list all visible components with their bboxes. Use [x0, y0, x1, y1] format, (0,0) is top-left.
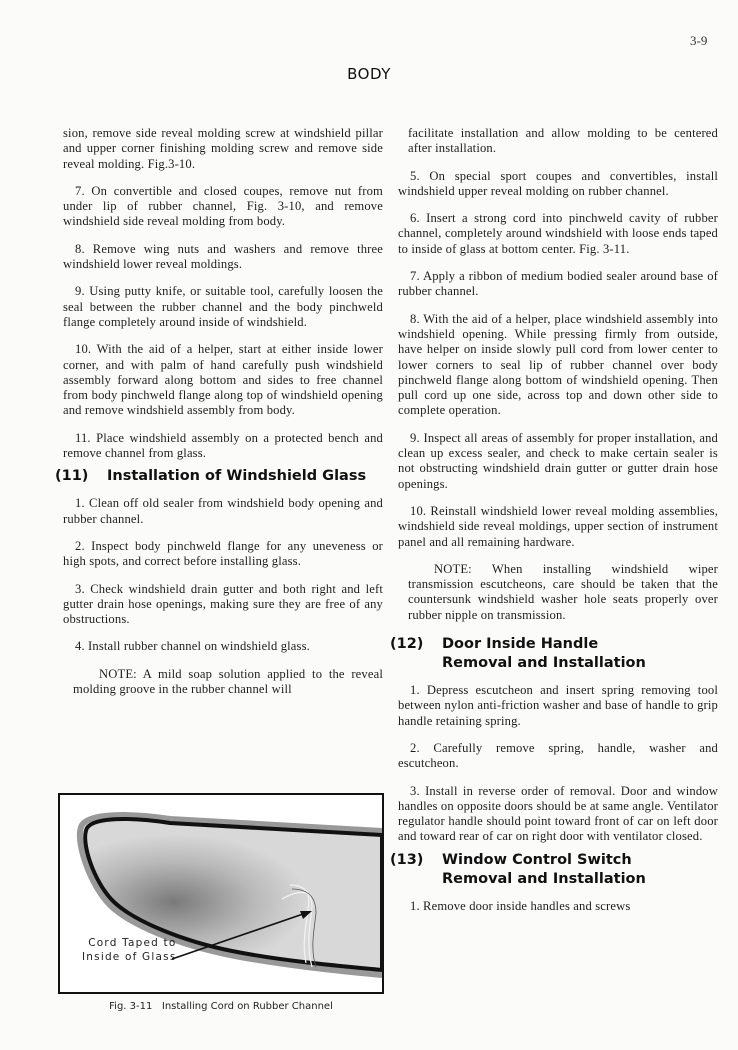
note: NOTE: When installing windshield wiper transmission escutcheons, care should be taken that the countersunk windshield washer hole seats properly over rubber nipple on transmission. [408, 561, 718, 622]
step: 3. Check windshield drain gutter and both right and left gutter drain hose openings, making sure they are free of any obstructions. [63, 581, 383, 627]
paragraph: 8. Remove wing nuts and washers and remove three windshield lower reveal moldings. [63, 241, 383, 272]
step: 9. Inspect all areas of assembly for proper installation, and clean up excess sealer, and check to make certain sealer is not obstructing windshield drain gutter or gutter drain hose openings. [398, 430, 718, 491]
page-number: 3-9 [690, 33, 708, 48]
callout-line: Cord Taped to [88, 937, 177, 949]
paragraph: 7. On convertible and closed coupes, remove nut from under lip of rubber channel, Fig. 3-10, and remove windshield side reveal molding from body. [63, 183, 383, 229]
paragraph: 10. With the aid of a helper, start at either inside lower corner, and with palm of hand carefully push windshield assembly forward along bottom and sides to free channel from body pinchweld flange along top of windshield opening and remove windshield assembly from body. [63, 342, 383, 418]
section-title [442, 851, 718, 889]
section-title-line: Removal and Installation [442, 655, 646, 672]
step: 5. On special sport coupes and convertibles, install windshield upper reveal molding on rubber channel. [398, 168, 718, 198]
section-title-line: Removal and Installation [442, 870, 646, 887]
section-number: (13) [390, 851, 424, 868]
paragraph: sion, remove side reveal molding screw at windshield pillar and upper corner finishing molding screw and remove side reveal molding. Fig.3-10. [63, 126, 383, 171]
section-title: Installation of Windshield Glass [107, 468, 367, 485]
step: 6. Insert a strong cord into pinchweld cavity of rubber channel, completely around windshield with loose ends taped to inside of glass at bottom center. Fig. 3-11. [398, 211, 718, 256]
figure-caption: Fig. 3-11 Installing Cord on Rubber Channel [109, 1001, 333, 1012]
right-column [390, 126, 718, 926]
paragraph: 9. Using putty knife, or suitable tool, carefully loosen the seal between the rubber channel and the body pinchweld flange completely around inside of windshield. [63, 284, 383, 329]
section-number: (11) [55, 468, 89, 485]
section-heading-12 [390, 635, 718, 673]
step: 1. Clean off old sealer from windshield body opening and rubber channel. [63, 496, 383, 526]
section-title [442, 635, 718, 673]
step: 7. Apply a ribbon of medium bodied sealer around base of rubber channel. [398, 269, 718, 299]
step: 1. Remove door inside handles and screws [410, 898, 631, 913]
paragraph: 11. Place windshield assembly on a protected bench and remove channel from glass. [63, 430, 383, 461]
figure-callout [82, 936, 177, 964]
step: 10. Reinstall windshield lower reveal molding assemblies, windshield side reveal moldings, upper section of instrument panel and all remaining hardware. [398, 503, 718, 549]
note: NOTE: A mild soap solution applied to the reveal molding groove in the rubber channel will [73, 666, 383, 697]
running-head: BODY [347, 65, 391, 83]
step: 2. Inspect body pinchweld flange for any uneveness or high spots, and correct before installing glass. [63, 538, 383, 569]
section-title-line: Window Control Switch [442, 851, 632, 868]
left-column [55, 126, 383, 709]
figure-3-11 [58, 793, 384, 994]
section-number: (12) [390, 636, 424, 653]
step: 1. Depress escutcheon and insert spring removing tool between nylon anti-friction washer and base of handle to grip handle retaining spring. [398, 683, 718, 728]
callout-line: Inside of Glass [82, 951, 177, 963]
step: 4. Install rubber channel on windshield glass. [75, 639, 310, 654]
step: 2. Carefully remove spring, handle, washer and escutcheon. [398, 740, 718, 771]
paragraph: facilitate installation and allow molding to be centered after installation. [408, 126, 718, 156]
step: 8. With the aid of a helper, place windshield assembly into windshield opening. While pressing firmly from outside, have helper on inside slowly pull cord from lower center to lower corners to seal lip of rubber channel over body pinchweld flange along bottom of windshield opening. Then pull cord up one side, across top and down other side to complete operation. [398, 311, 718, 418]
section-heading-13 [390, 851, 718, 889]
section-title-line: Door Inside Handle [442, 636, 599, 653]
section-heading-11 [55, 467, 383, 486]
step: 3. Install in reverse order of removal. Door and window handles on opposite doors should be at same angle. Ventilator regulator handle should point toward front of car on left door and toward rear of car on right door with ventilator closed. [398, 783, 718, 844]
